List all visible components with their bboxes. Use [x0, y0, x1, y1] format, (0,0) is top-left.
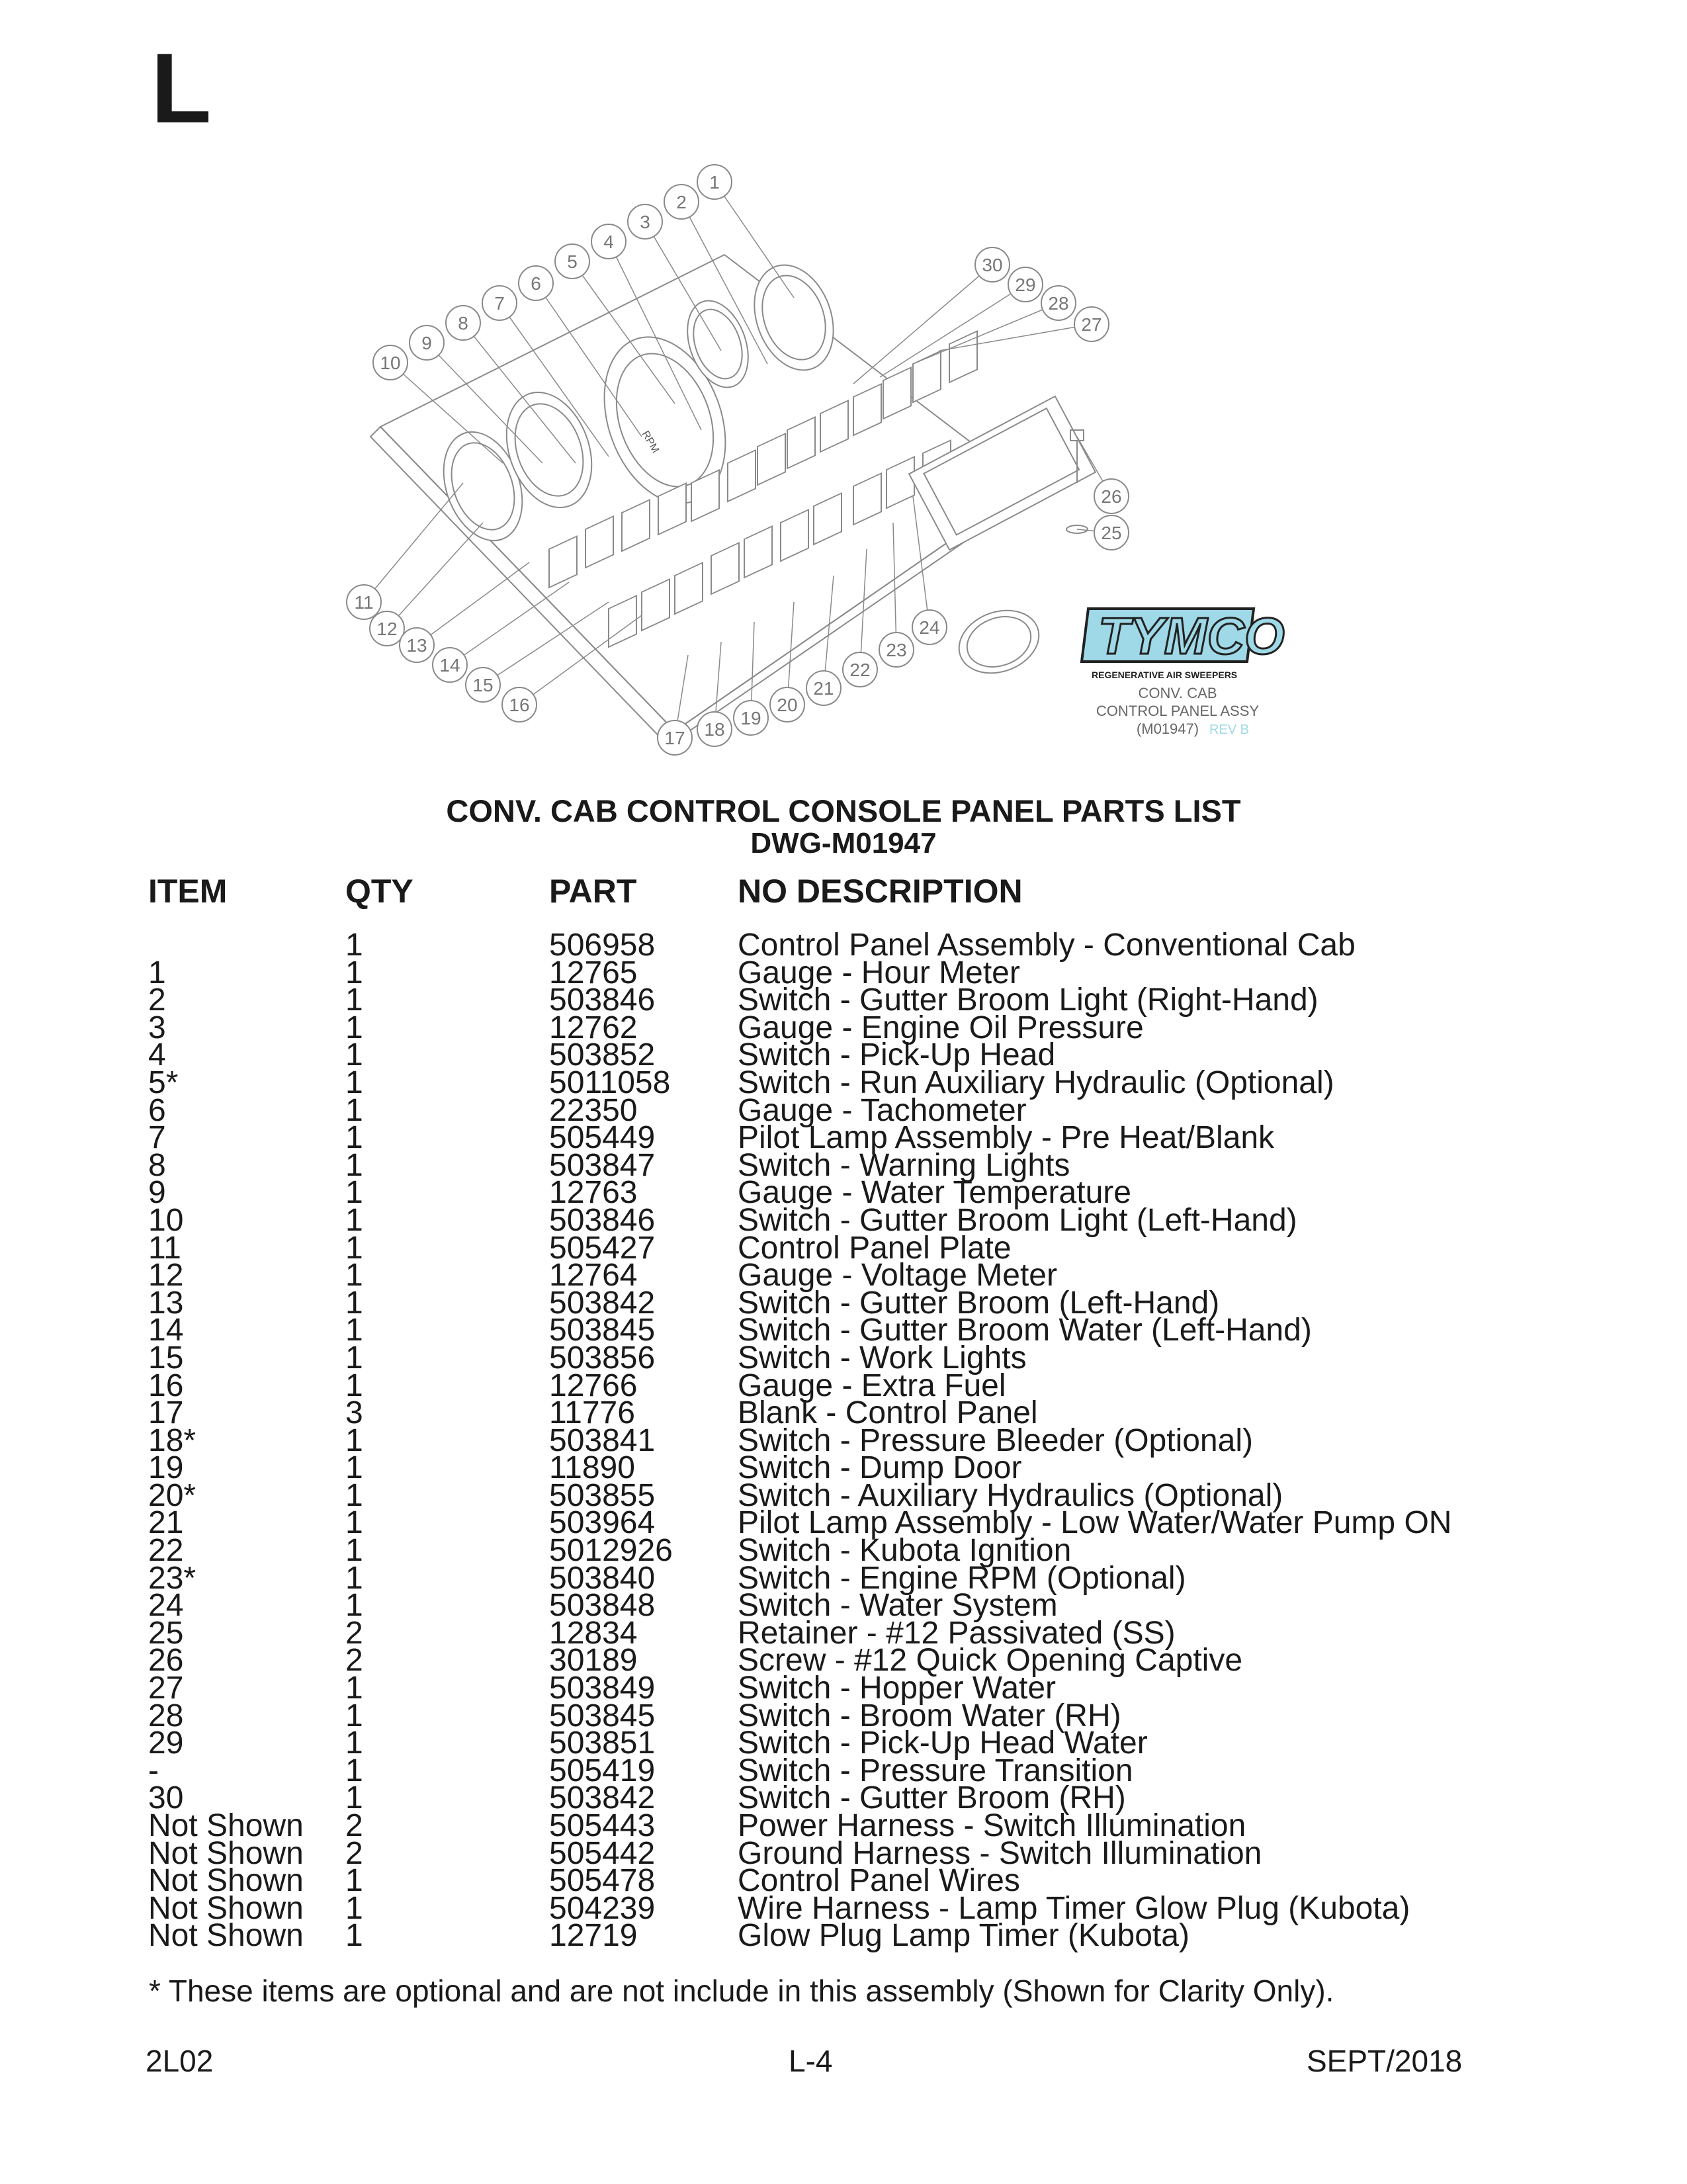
table-cell-qty: 1: [345, 1037, 363, 1073]
table-cell-desc: Switch - Engine RPM (Optional): [738, 1560, 1186, 1596]
table-cell-item: 14: [148, 1313, 184, 1348]
table-cell-item: [148, 932, 304, 959]
table-cell-desc: Control Panel Wires: [738, 1863, 1020, 1899]
footer-left: 2L02: [146, 2044, 214, 2078]
table-cell-qty: 1: [345, 928, 363, 963]
column-part: [549, 928, 673, 1954]
table-cell-desc: Ground Harness - Switch Illumination: [738, 1835, 1262, 1871]
table-cell-desc: Switch - Water System: [738, 1588, 1058, 1624]
table-cell-part: 505478: [549, 1863, 656, 1899]
footnote: * These items are optional and are not include in this assembly (Shown for Clarity Only).: [149, 1974, 1334, 2008]
balloon-number: 21: [813, 678, 834, 699]
table-cell-item: 29: [148, 1725, 184, 1761]
balloon-number: 27: [1081, 314, 1102, 335]
table-cell-desc: Switch - Run Auxiliary Hydraulic (Optional): [738, 1065, 1334, 1100]
table-cell-part: 503846: [549, 983, 656, 1018]
table-cell-desc: Switch - Pick-Up Head: [738, 1037, 1056, 1073]
table-cell-item: 1: [148, 955, 166, 990]
table-cell-desc: Switch - Hopper Water: [738, 1671, 1057, 1706]
table-cell-qty: 1: [345, 1340, 363, 1376]
table-cell-item: 6: [148, 1092, 166, 1128]
table-cell-desc: Switch - Kubota Ignition: [738, 1533, 1072, 1569]
table-cell-desc: Control Panel Assembly - Conventional Cab: [738, 928, 1356, 963]
table-cell-desc: Control Panel Plate: [738, 1230, 1012, 1266]
table-cell-item: Not Shown: [148, 1918, 304, 1954]
table-cell-item: 23*: [148, 1560, 196, 1596]
plate-screw: [909, 396, 1096, 550]
table-cell-qty: 1: [345, 1918, 363, 1954]
switch-body: [787, 417, 815, 468]
table-cell-desc: Switch - Gutter Broom Light (Right-Hand): [738, 983, 1319, 1018]
table-cell-qty: 1: [345, 1202, 363, 1238]
balloon-number: 6: [531, 273, 541, 294]
table-cell-qty: 1: [345, 1890, 363, 1926]
table-cell-item: 10: [148, 1202, 184, 1238]
switch-body: [728, 450, 756, 502]
table-cell-desc: Pilot Lamp Assembly - Pre Heat/Blank: [738, 1120, 1275, 1156]
balloon-number: 5: [567, 251, 578, 272]
table-cell-part: 503846: [549, 1202, 656, 1238]
table-cell-qty: 1: [345, 1285, 363, 1321]
table-cell-part: 505442: [549, 1835, 656, 1871]
leader-line: [519, 615, 642, 705]
switch-body: [781, 509, 808, 561]
table-cell-part: 506958: [549, 928, 656, 963]
caption-rev: REV B: [1209, 722, 1250, 737]
table-cell-qty: 1: [345, 1120, 363, 1156]
table-cell-part: 12766: [549, 1368, 638, 1403]
column-description: [738, 928, 1452, 1954]
table-cell-item: 30: [148, 1780, 184, 1816]
table-cell-desc: Switch - Work Lights: [738, 1340, 1027, 1376]
table-cell-desc: Gauge - Tachometer: [738, 1092, 1027, 1128]
table-cell-qty: 1: [345, 1560, 363, 1596]
table-cell-desc: Screw - #12 Quick Opening Captive: [738, 1643, 1243, 1679]
switch-body: [609, 595, 636, 647]
table-cell-part: 503847: [549, 1147, 656, 1183]
table-cell-part: 503855: [549, 1477, 656, 1513]
table-cell-desc: Gauge - Water Temperature: [738, 1175, 1131, 1211]
leader-line: [645, 222, 721, 351]
table-cell-part: 504239: [549, 1890, 656, 1926]
table-cell-item: 7: [148, 1120, 166, 1156]
table-cell-item: 9: [148, 1175, 166, 1211]
table-cell-item: 22: [148, 1533, 184, 1569]
table-cell-part: 503964: [549, 1505, 656, 1541]
tymco-logo: [1082, 607, 1285, 737]
balloon-number: 13: [406, 635, 427, 656]
section-letter: L: [151, 32, 212, 144]
balloon-number: 9: [421, 333, 432, 353]
table-cell-qty: 2: [345, 1643, 363, 1679]
table-cell-part: 503852: [549, 1037, 656, 1073]
footer-right: SEPT/2018: [1307, 2044, 1463, 2078]
balloon-number: 10: [380, 353, 401, 373]
header-part: PART: [549, 873, 637, 910]
title: CONV. CAB CONTROL CONSOLE PANEL PARTS LIST: [446, 793, 1241, 828]
switch-body: [913, 351, 941, 402]
balloon-number: 17: [664, 728, 685, 748]
table-cell-desc: Switch - Warning Lights: [738, 1147, 1070, 1183]
balloon-number: 20: [777, 695, 798, 715]
balloon-number: 23: [886, 640, 907, 660]
switch-body: [853, 473, 881, 525]
table-cell-qty: 1: [345, 1753, 363, 1788]
rpm-text: RPM: [639, 429, 662, 455]
table-cell-qty: 1: [345, 983, 363, 1018]
table-cell-part: 503848: [549, 1588, 656, 1624]
balloon-number: 11: [354, 592, 374, 613]
table-cell-desc: Switch - Auxiliary Hydraulics (Optional): [738, 1477, 1283, 1513]
table-cell-part: 12763: [549, 1175, 638, 1211]
table-cell-part: 12762: [549, 1010, 638, 1045]
table-cell-desc: Switch - Pressure Transition: [738, 1753, 1133, 1788]
table-cell-qty: 2: [345, 1835, 363, 1871]
table-cell-part: 503845: [549, 1698, 656, 1733]
table-cell-item: 27: [148, 1671, 184, 1706]
table-cell-item: 21: [148, 1505, 184, 1541]
table-cell-desc: Wire Harness - Lamp Timer Glow Plug (Kubota): [738, 1890, 1410, 1926]
table-cell-part: 505419: [549, 1753, 656, 1788]
table-cell-part: 503842: [549, 1285, 656, 1321]
table-cell-qty: 1: [345, 1588, 363, 1624]
table-cell-qty: 1: [345, 955, 363, 990]
table-cell-item: 11: [148, 1230, 181, 1266]
balloon-number: 4: [603, 232, 614, 252]
balloon-number: 2: [676, 192, 687, 212]
table-cell-qty: 2: [345, 1615, 363, 1651]
table-cell-qty: 1: [345, 1230, 363, 1266]
table-cell-qty: 1: [345, 1780, 363, 1816]
table-cell-qty: 1: [345, 1175, 363, 1211]
balloon-number: 7: [494, 293, 505, 314]
table-cell-item: 16: [148, 1368, 184, 1403]
table-cell-desc: Switch - Gutter Broom Water (Left-Hand): [738, 1313, 1312, 1348]
table-cell-part: 503841: [549, 1422, 656, 1458]
table-cell-item: 26: [148, 1643, 184, 1679]
table-cell-part: 12834: [549, 1615, 638, 1651]
table-cell-qty: 1: [345, 1258, 363, 1293]
table-cell-part: 505427: [549, 1230, 656, 1266]
balloon-number: 12: [376, 619, 398, 639]
balloon-number: 22: [849, 660, 871, 680]
table-cell-item: -: [148, 1753, 159, 1788]
column-qty: [345, 928, 363, 1954]
switch-body: [622, 500, 650, 551]
table-cell-qty: 1: [345, 1505, 363, 1541]
table-cell-desc: Switch - Gutter Broom (Left-Hand): [738, 1285, 1220, 1321]
table-cell-qty: 1: [345, 1313, 363, 1348]
balloon-number: 29: [1015, 275, 1036, 295]
table-cell-part: 503842: [549, 1780, 656, 1816]
table-cell-part: 12764: [549, 1258, 638, 1293]
table-cell-item: 25: [148, 1615, 184, 1651]
table-cell-item: 13: [148, 1285, 184, 1321]
table-cell-qty: 1: [345, 1147, 363, 1183]
balloon-number: 26: [1101, 486, 1122, 507]
logo-text: TYMCO: [1098, 607, 1285, 665]
leader-line: [893, 523, 896, 650]
table-cell-item: 2: [148, 983, 166, 1018]
balloon-number: 18: [704, 719, 725, 740]
table-cell-qty: 3: [345, 1395, 363, 1431]
table-cell-part: 22350: [549, 1092, 638, 1128]
table-cell-qty: 2: [345, 1808, 363, 1843]
table-cell-desc: Switch - Pick-Up Head Water: [738, 1725, 1148, 1761]
table-cell-qty: 1: [345, 1725, 363, 1761]
table-cell-qty: 1: [345, 1422, 363, 1458]
table-cell-item: 5*: [148, 1065, 179, 1100]
table-cell-item: 24: [148, 1588, 184, 1624]
table-cell-qty: 1: [345, 1863, 363, 1899]
switch-body: [887, 457, 914, 508]
table-cell-desc: Power Harness - Switch Illumination: [738, 1808, 1246, 1843]
leader-line: [387, 523, 483, 629]
table-cell-qty: 1: [345, 1092, 363, 1128]
table-cell-desc: Pilot Lamp Assembly - Low Water/Water Pump ON: [738, 1505, 1452, 1541]
header-description: NO DESCRIPTION: [738, 873, 1023, 910]
table-cell-item: 12: [148, 1258, 184, 1293]
switch-body: [675, 562, 703, 614]
table-cell-part: 503856: [549, 1340, 656, 1376]
switch-body: [549, 536, 577, 588]
table-cell-desc: Switch - Broom Water (RH): [738, 1698, 1121, 1733]
table-cell-qty: 1: [345, 1450, 363, 1486]
table-cell-desc: Switch - Gutter Broom Light (Left-Hand): [738, 1202, 1297, 1238]
table-cell-part: 30189: [549, 1643, 638, 1679]
table-cell-part: 12765: [549, 955, 638, 990]
table-cell-part: 503840: [549, 1560, 656, 1596]
table-cell-qty: 1: [345, 1477, 363, 1513]
caption-line1: CONV. CAB: [1138, 685, 1217, 701]
balloon-number: 14: [439, 655, 460, 676]
table-cell-part: 503845: [549, 1313, 656, 1348]
table-cell-part: 11890: [549, 1450, 635, 1486]
table-cell-part: 11776: [549, 1395, 635, 1431]
switch-body: [883, 367, 911, 419]
caption-line2: CONTROL PANEL ASSY: [1096, 703, 1260, 719]
table-cell-part: 12719: [549, 1918, 638, 1954]
balloon-number: 16: [509, 695, 530, 715]
table-cell-desc: Switch - Dump Door: [738, 1450, 1022, 1486]
table-cell-desc: Glow Plug Lamp Timer (Kubota): [738, 1918, 1190, 1954]
caption-line3: (M01947): [1136, 721, 1199, 737]
table-cell-item: 15: [148, 1340, 184, 1376]
exploded-view-drawing: [331, 152, 1323, 787]
switch-body: [585, 516, 613, 568]
switch-body: [711, 543, 739, 594]
table-cell-desc: Blank - Control Panel: [738, 1395, 1038, 1431]
table-cell-item: 8: [148, 1147, 166, 1183]
table-cell-item: 18*: [148, 1422, 196, 1458]
table-cell-desc: Gauge - Hour Meter: [738, 955, 1020, 990]
balloon-number: 1: [709, 172, 720, 193]
balloon-number: 25: [1101, 523, 1122, 543]
switch-body: [814, 493, 842, 545]
table-cell-item: Not Shown: [148, 1863, 304, 1899]
table-cell-item: 4: [148, 1037, 166, 1073]
balloon-number: 19: [740, 708, 761, 728]
table-cell-part: 505443: [549, 1808, 656, 1843]
switch-body: [744, 526, 772, 578]
header-qty: QTY: [345, 873, 413, 910]
table-cell-desc: Gauge - Engine Oil Pressure: [738, 1010, 1144, 1045]
table-cell-item: 19: [148, 1450, 184, 1486]
table-cell-part: 5012926: [549, 1533, 673, 1569]
table-cell-item: 3: [148, 1010, 166, 1045]
table-cell-qty: 1: [345, 1065, 363, 1100]
balloon-number: 30: [982, 255, 1003, 275]
balloon-number: 15: [472, 675, 494, 695]
footer-center: L-4: [789, 2044, 833, 2078]
table-cell-qty: 1: [345, 1533, 363, 1569]
table-cell-desc: Switch - Pressure Bleeder (Optional): [738, 1422, 1253, 1458]
switch-body: [853, 384, 881, 435]
balloon-number: 8: [458, 313, 468, 333]
table-cell-part: 5011058: [549, 1065, 671, 1100]
table-cell-desc: Gauge - Extra Fuel: [738, 1368, 1006, 1403]
table-cell-desc: Retainer - #12 Passivated (SS): [738, 1615, 1176, 1651]
table-cell-desc: Gauge - Voltage Meter: [738, 1258, 1057, 1293]
column-item: [148, 932, 304, 1954]
table-cell-qty: 1: [345, 1368, 363, 1403]
table-cell-item: Not Shown: [148, 1890, 304, 1926]
switch-body: [757, 433, 785, 485]
leader-line: [913, 496, 930, 627]
leader-line: [417, 562, 529, 645]
table-cell-part: 503851: [549, 1725, 656, 1761]
table-cell-item: Not Shown: [148, 1835, 304, 1871]
table-cell-item: 20*: [148, 1477, 196, 1513]
logo-tagline: REGENERATIVE AIR SWEEPERS: [1092, 670, 1238, 680]
table-cell-qty: 1: [345, 1671, 363, 1706]
table-cell-part: 505449: [549, 1120, 656, 1156]
balloon-number: 24: [919, 617, 940, 638]
table-cell-item: 17: [148, 1395, 184, 1431]
balloon-number: 3: [640, 212, 650, 232]
subtitle: DWG-M01947: [750, 827, 937, 859]
leader-line: [364, 483, 463, 602]
table-cell-qty: 1: [345, 1698, 363, 1733]
switch-body: [820, 400, 848, 452]
leader-line: [714, 182, 794, 298]
table-cell-part: 503849: [549, 1671, 656, 1706]
table-cell-qty: 1: [345, 1010, 363, 1045]
table-cell-item: Not Shown: [148, 1808, 304, 1843]
header-item: ITEM: [148, 873, 228, 910]
switch-body: [642, 579, 670, 631]
parts-list-title: [0, 794, 1687, 859]
balloon-number: 28: [1048, 293, 1069, 314]
table-cell-item: 28: [148, 1698, 184, 1733]
table-cell-desc: Switch - Gutter Broom (RH): [738, 1780, 1126, 1816]
